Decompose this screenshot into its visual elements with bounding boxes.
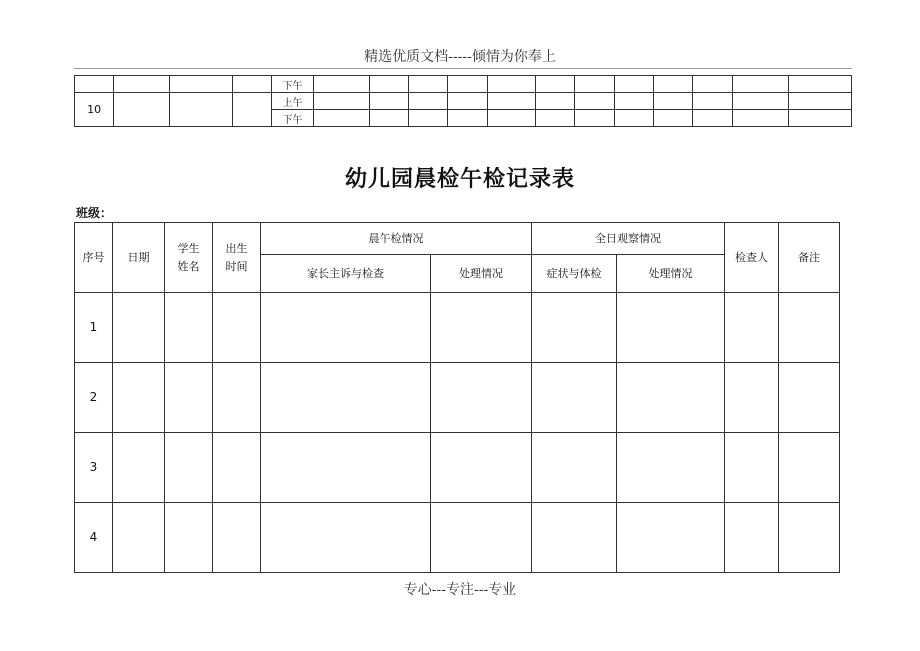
header-birth-time: 出生时间	[213, 223, 261, 293]
class-label: 班级：	[76, 206, 113, 220]
row-index: 2	[75, 363, 113, 433]
table-row	[75, 433, 840, 503]
document-title: 幼儿园晨检午检记录表	[344, 167, 575, 192]
period-cell: 上午	[271, 93, 313, 110]
table-row	[75, 503, 840, 573]
row-index: 1	[75, 293, 113, 363]
header-divider	[74, 68, 852, 69]
header-check-handling: 处理情况	[431, 255, 532, 293]
header-parent-complaint: 家长主诉与检查	[261, 255, 431, 293]
header-date: 日期	[113, 223, 165, 293]
page-header: 精选优质文档-----倾情为你奉上	[364, 49, 556, 65]
period-cell: 下午	[271, 110, 313, 127]
table-row	[75, 363, 840, 433]
header-inspector: 检查人	[725, 223, 779, 293]
inspection-record-table	[74, 222, 840, 573]
header-check-group: 晨午检情况	[261, 223, 532, 255]
header-index: 序号	[75, 223, 113, 293]
row-index: 3	[75, 433, 113, 503]
table-row	[75, 76, 852, 93]
header-row	[75, 223, 840, 255]
row-index: 4	[75, 503, 113, 573]
period-cell: 下午	[271, 76, 313, 93]
header-observe-group: 全日观察情况	[532, 223, 725, 255]
table-row	[75, 293, 840, 363]
table-row	[75, 93, 852, 110]
header-observe-handling: 处理情况	[617, 255, 725, 293]
header-remarks: 备注	[779, 223, 840, 293]
header-symptoms: 症状与体检	[532, 255, 617, 293]
header-student-name: 学生姓名	[165, 223, 213, 293]
row-number-cell: 10	[75, 93, 114, 127]
previous-page-table	[74, 75, 852, 127]
page-footer: 专心---专注---专业	[403, 582, 517, 598]
